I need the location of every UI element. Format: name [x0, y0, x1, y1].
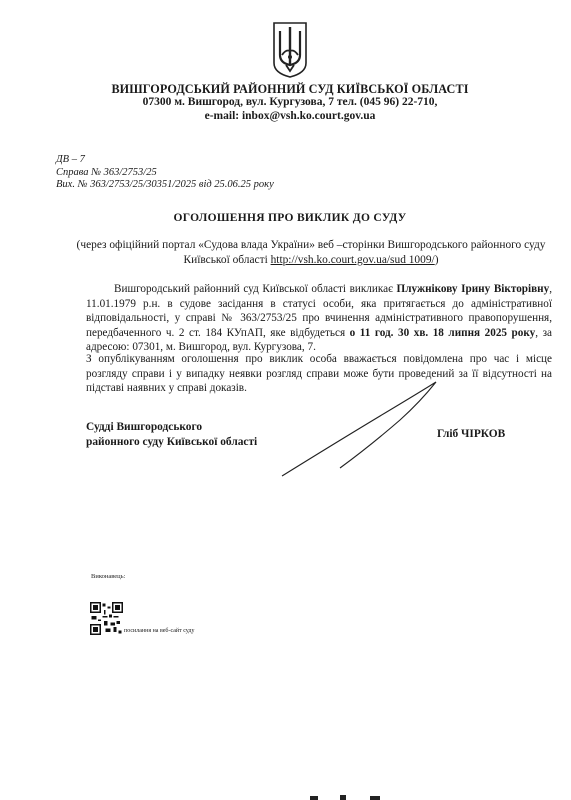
notice-text: З опублікуванням оголошення про виклик особа вважається повідомлена про час і місце розгляду справи і у випадку неявки розгляд справи може бути проведений за її відсутності на підставі наявних у справі доказів.: [86, 353, 552, 395]
summons-text-end: , за адресою: 07301, м. Вишгород, вул. Кургузова, 7.: [86, 326, 552, 354]
publication-note-end: ): [434, 254, 439, 266]
summons-text-start: Вишгородський районний суд Київської області викликає: [114, 283, 397, 295]
document-title: ОГОЛОШЕННЯ ПРО ВИКЛИК ДО СУДУ: [173, 212, 407, 224]
executor-label: Виконавець:: [91, 573, 126, 580]
court-name: ВИШГОРОДСЬКИЙ РАЙОННИЙ СУД КИЇВСЬКОЇ ОБЛАСТІ: [111, 82, 469, 96]
publication-note-text: (через офіційний портал «Судова влада України» веб –сторінки Вишгородського районного суду Київської області: [76, 239, 546, 266]
judge-title-line1: Судді Вишгородського: [86, 421, 203, 433]
court-email: e-mail: inbox@vsh.ko.court.gov.ua: [204, 110, 376, 122]
hearing-datetime: о 11 год. 30 хв. 18 липня 2025 року: [349, 326, 536, 339]
scan-edge-marks: [300, 790, 420, 800]
reference-code: ДВ – 7: [56, 154, 85, 165]
summons-paragraph: [86, 282, 552, 355]
case-number: Справа № 363/2753/25: [56, 167, 157, 178]
judge-title-line2: районного суду Київської області: [86, 436, 258, 448]
handwritten-signature: [280, 380, 440, 480]
court-address: 07300 м. Вишгород, вул. Кургузова, 7 тел. (045 96) 22-710,: [142, 96, 438, 108]
qr-caption: посилання на веб-сайт суду: [124, 628, 195, 634]
summoned-person-name: Плужнікову Ірину Вікторівну: [396, 283, 550, 295]
publication-note: [56, 238, 566, 268]
summons-text-mid: , 11.01.1979 р.н. в судове засідання в статусі особи, яка притягається до адміністративної відповідальності, у справі № 363/2753/25 про вчинення адміністративного правопорушення, передбаченного ч. 2 ст. 184 КУпАП, яке відбудеться: [86, 283, 553, 339]
judge-name: Гліб ЧІРКОВ: [437, 428, 506, 440]
trident-emblem-icon: [272, 21, 308, 79]
judge-title: [86, 420, 257, 450]
court-website-link[interactable]: http://vsh.ko.court.gov.ua/sud 1009/: [270, 254, 435, 266]
qr-code-icon[interactable]: [90, 602, 123, 635]
outgoing-number: Вих. № 363/2753/25/30351/2025 від 25.06.25 року: [56, 179, 274, 190]
